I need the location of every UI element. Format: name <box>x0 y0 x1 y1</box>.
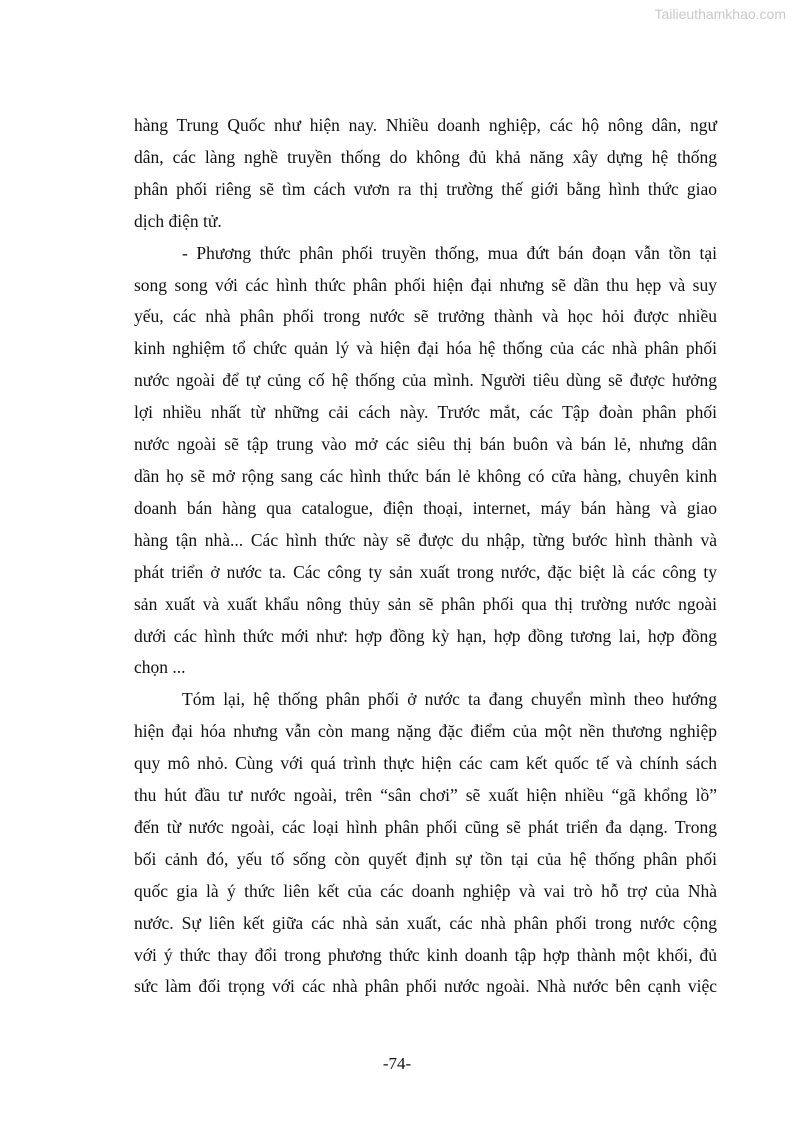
text-line: doanh bán hàng qua catalogue, điện thoại, internet, máy bán hàng và giao <box>134 497 717 518</box>
text-line: dân, các làng nghề truyền thống do không đủ khả năng xây dựng hệ thống <box>134 146 717 167</box>
text-line: dịch điện tử. <box>134 210 222 231</box>
text-line: hàng Trung Quốc như hiện nay. Nhiều doanh nghiệp, các hộ nông dân, ngư <box>134 115 717 135</box>
text-line: với ý thức thay đổi trong phương thức kinh doanh tập hợp thành một khối, đủ <box>134 944 717 965</box>
text-line: lợi nhiều nhất từ những cải cách này. Trước mắt, các Tập đoàn phân phối <box>134 402 717 423</box>
text-line: hàng tận nhà... Các hình thức này sẽ được du nhập, từng bước hình thành và <box>134 529 717 550</box>
text-line: nước. Sự liên kết giữa các nhà sản xuất, các nhà phân phối trong nước cộng <box>134 912 717 933</box>
text-line: nước ngoài sẽ tập trung vào mở các siêu thị bán buôn và bán lẻ, nhưng dân <box>134 434 717 455</box>
text-line: quốc gia là ý thức liên kết của các doanh nghiệp và vai trò hỗ trợ của Nhà <box>134 880 717 901</box>
watermark: Tailieuthamkhao.com <box>654 6 786 22</box>
text-line: đến từ nước ngoài, các loại hình phân phối cũng sẽ phát triển đa dạng. Trong <box>134 816 717 837</box>
text-line: song song với các hình thức phân phối hiện đại nhưng sẽ dần thu hẹp và suy <box>134 274 717 295</box>
text-line: thu hút đầu tư nước ngoài, trên “sân chơi” sẽ xuất hiện nhiều “gã khổng lồ” <box>134 785 717 806</box>
document-body <box>134 110 717 1003</box>
text-line: Tóm lại, hệ thống phân phối ở nước ta đang chuyển mình theo hướng <box>182 689 717 710</box>
paragraph-3 <box>134 684 717 1003</box>
paragraph-2 <box>134 238 717 685</box>
text-line: chọn ... <box>134 657 186 678</box>
text-line: sức làm đối trọng với các nhà phân phối nước ngoài. Nhà nước bên cạnh việc <box>134 976 717 997</box>
text-line: dần họ sẽ mở rộng sang các hình thức bán lẻ không có cửa hàng, chuyên kinh <box>134 465 717 486</box>
text-line: yếu, các nhà phân phối trong nước sẽ trưởng thành và học hỏi được nhiều <box>134 306 717 327</box>
text-line: hiện đại hóa nhưng vẫn còn mang nặng đặc điểm của một nền thương nghiệp <box>134 721 717 742</box>
text-line: phân phối riêng sẽ tìm cách vươn ra thị trường thế giới bằng hình thức giao <box>134 178 717 199</box>
text-line: phát triển ở nước ta. Các công ty sản xuất trong nước, đặc biệt là các công ty <box>134 561 717 582</box>
text-line: kinh nghiệm tổ chức quản lý và hiện đại hóa hệ thống của các nhà phân phối <box>134 338 717 359</box>
text-line: quy mô nhỏ. Cùng với quá trình thực hiện các cam kết quốc tế và chính sách <box>134 753 717 774</box>
page-number: -74- <box>382 1054 412 1073</box>
text-line: sản xuất và xuất khẩu nông thủy sản sẽ phân phối qua thị trường nước ngoài <box>134 593 717 614</box>
paragraph-1 <box>134 110 717 238</box>
text-line: bối cảnh đó, yếu tố sống còn quyết định sự tồn tại của hệ thống phân phối <box>134 848 717 869</box>
text-line: nước ngoài để tự củng cố hệ thống của mình. Người tiêu dùng sẽ được hưởng <box>134 370 717 391</box>
text-line: - Phương thức phân phối truyền thống, mua đứt bán đoạn vẫn tồn tại <box>182 242 717 263</box>
text-line: dưới các hình thức mới như: hợp đồng kỳ hạn, hợp đồng tương lai, hợp đồng <box>134 625 717 646</box>
